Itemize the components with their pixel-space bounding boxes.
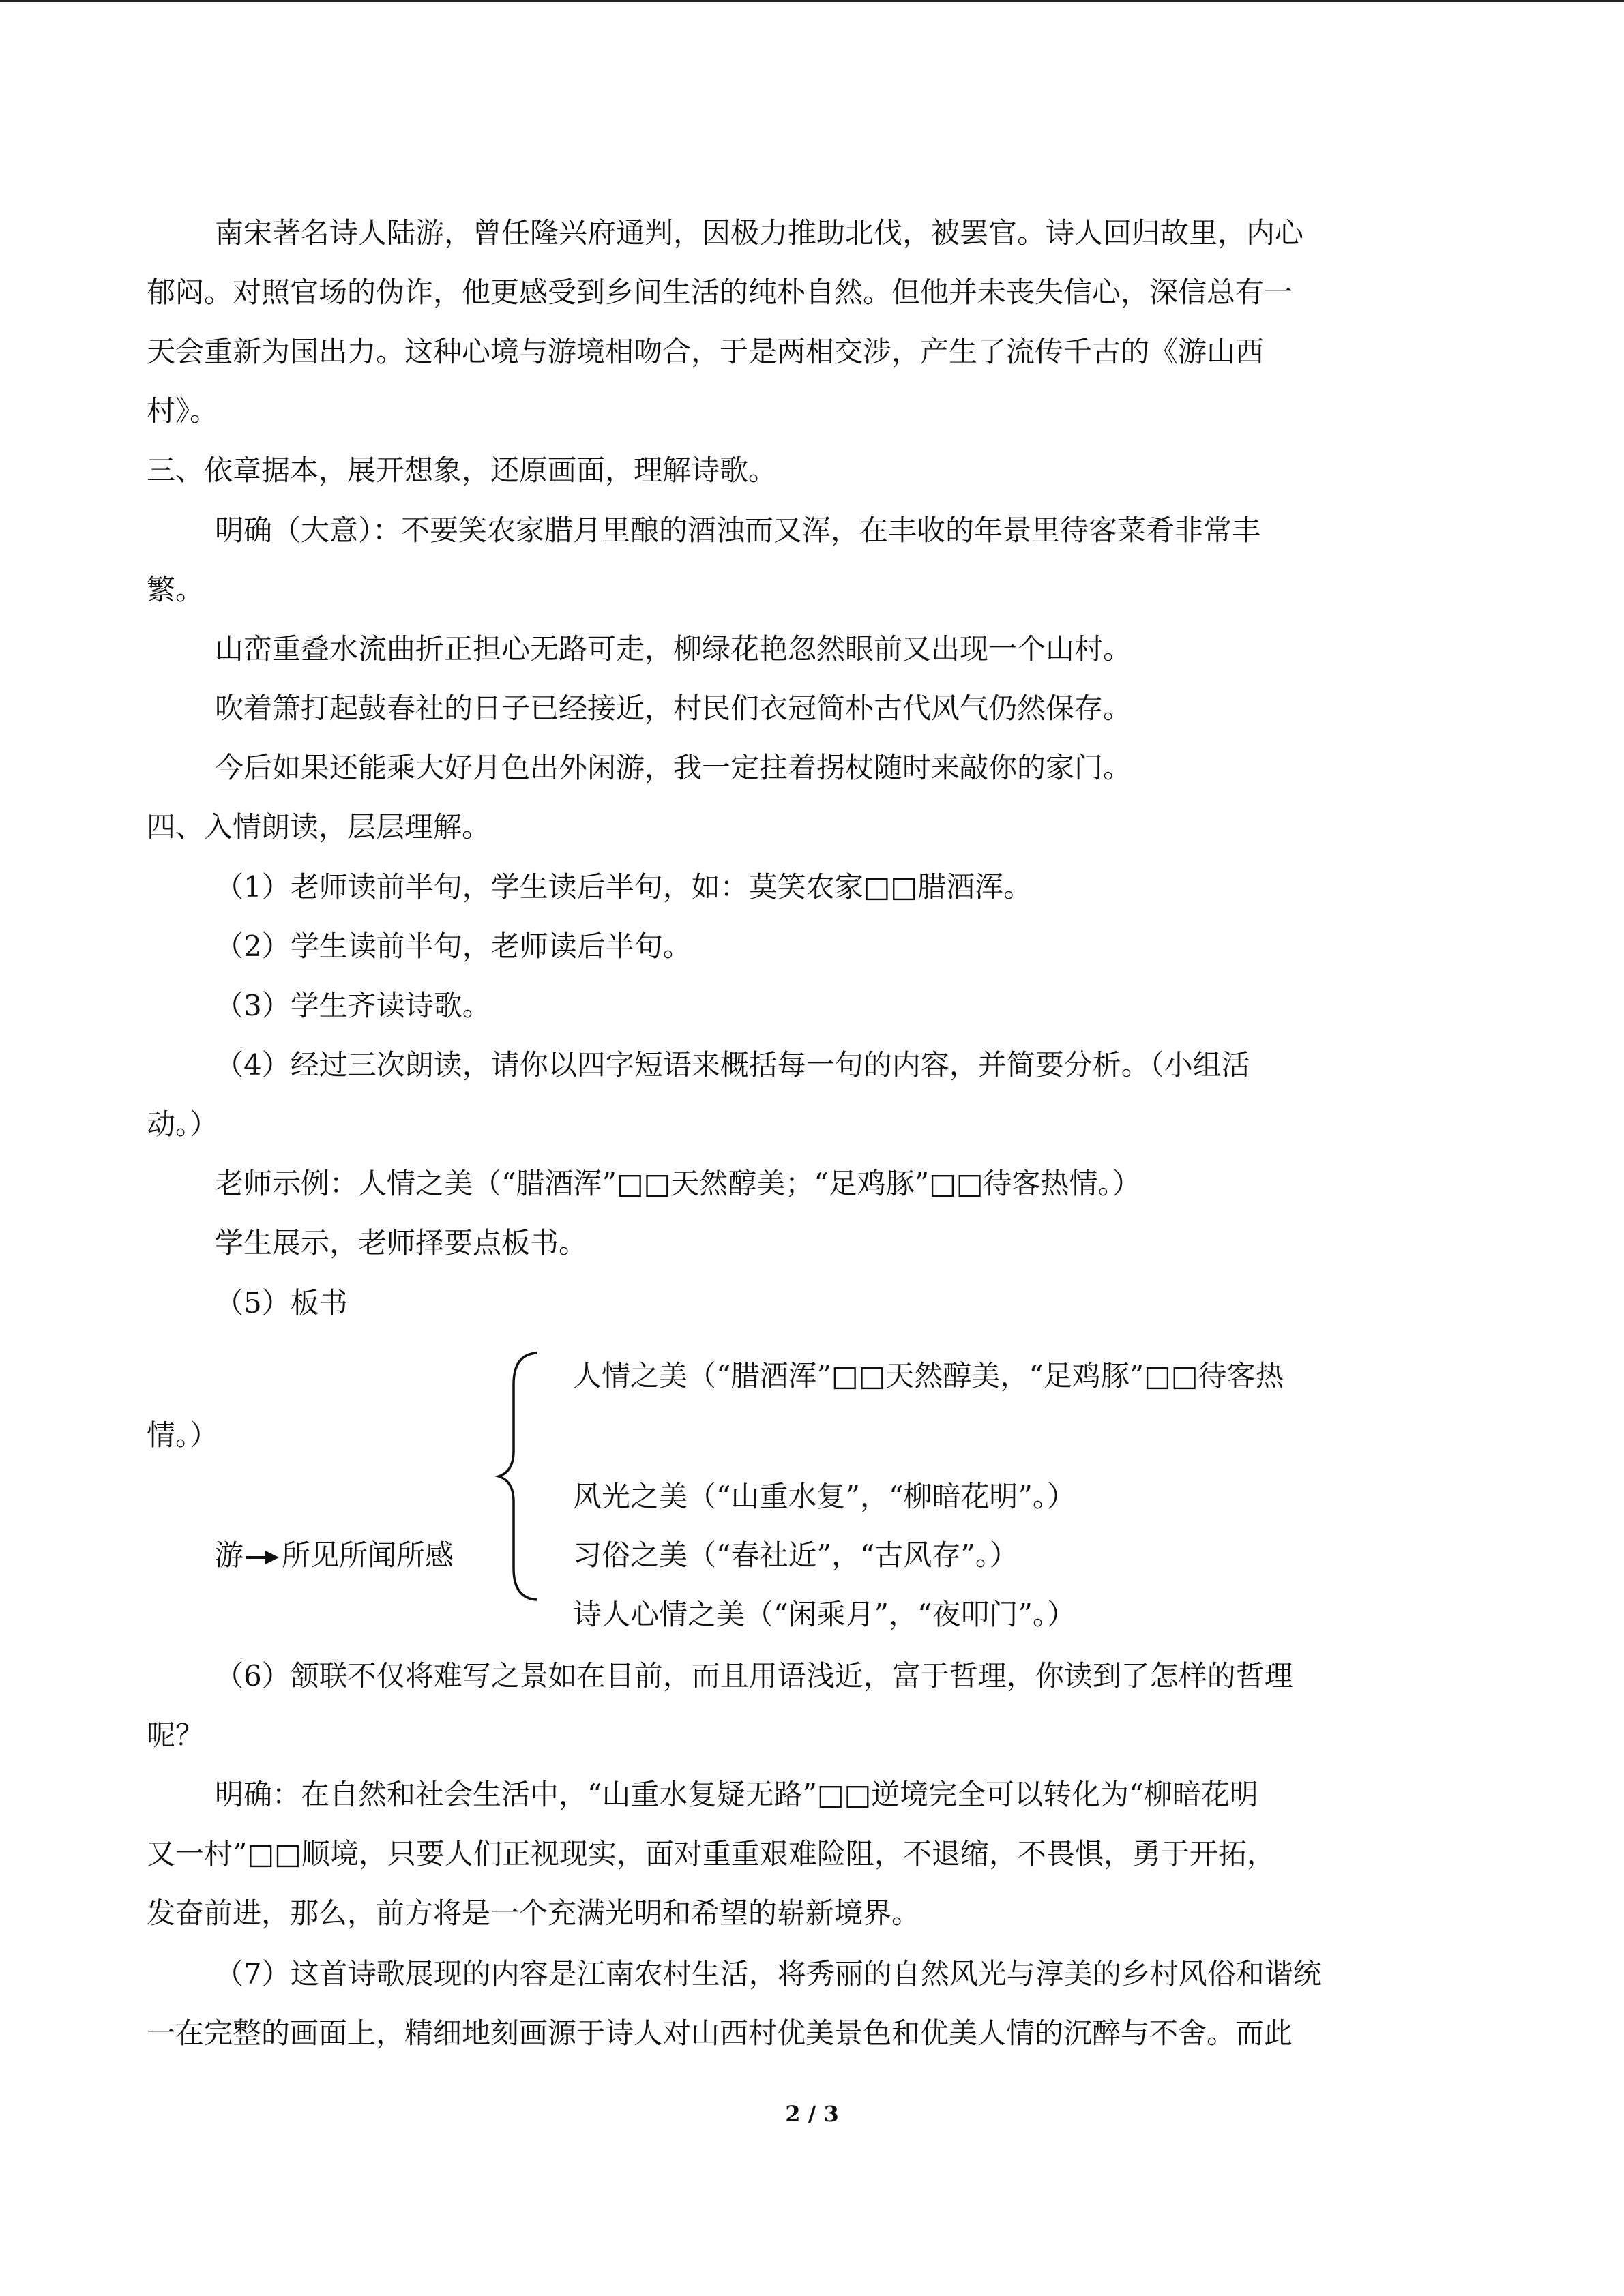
- step-line: （2）学生读前半句，老师读后半句。: [215, 929, 692, 963]
- curly-brace: [494, 1350, 542, 1602]
- board-root-you: 游: [215, 1538, 244, 1572]
- step-line: 一在完整的画面上，精细地刻画源于诗人对山西村优美景色和优美人情的沉醉与不舍。而此: [147, 2016, 1293, 2050]
- step-line: 动。）: [147, 1107, 219, 1141]
- right-arrow-icon: [245, 1549, 280, 1566]
- paragraph-line: 吹着箫打起鼓春社的日子已经接近，村民们衣冠简朴古代风气仍然保存。: [215, 691, 1132, 725]
- board-item-fengguang: 风光之美（“山重水复”，“柳暗花明”。）: [573, 1480, 1076, 1513]
- paragraph-line: 天会重新为国出力。这种心境与游境相吻合，于是两相交涉，产生了流传千古的《游山西: [147, 335, 1265, 368]
- step-line: 呢？: [147, 1718, 205, 1752]
- paragraph-line: 郁闷。对照官场的伪诈，他更感受到乡间生活的纯朴自然。但他并未丧失信心，深信总有一: [147, 275, 1293, 309]
- paragraph-line: 南宋著名诗人陆游，曾任隆兴府通判，因极力推助北伐，被罢官。诗人回归故里，内心: [215, 216, 1304, 250]
- step-line: （6）颔联不仅将难写之景如在目前，而且用语浅近，富于哲理，你读到了怎样的哲理: [215, 1659, 1293, 1693]
- step-line: （5）板书: [215, 1286, 348, 1320]
- step-line: （3）学生齐读诗歌。: [215, 989, 491, 1022]
- step-line: （7）这首诗歌展现的内容是江南农村生活，将秀丽的自然风光与淳美的乡村风俗和谐统: [215, 1957, 1322, 1991]
- board-item-renqing: 人情之美（“腊酒浑”□□天然醇美，“足鸡豚”□□待客热: [573, 1359, 1284, 1392]
- board-root-suojian: 所见所闻所感: [282, 1538, 454, 1572]
- paragraph-line: 今后如果还能乘大好月色出外闲游，我一定拄着拐杖随时来敲你的家门。: [215, 751, 1132, 784]
- board-item-xisu: 习俗之美（“春社近”，“古风存”。）: [573, 1538, 1018, 1572]
- paragraph-line: 学生展示，老师择要点板书。: [215, 1226, 588, 1259]
- paragraph-line: 山峦重叠水流曲折正担心无路可走，柳绿花艳忽然眼前又出现一个山村。: [215, 632, 1132, 666]
- board-item-xinqing: 诗人心情之美（“闲乘月”，“夜叩门”。）: [573, 1598, 1076, 1631]
- paragraph-line: 村》。: [147, 394, 219, 428]
- section-heading-3: 三、依章据本，展开想象，还原画面，理解诗歌。: [147, 453, 778, 487]
- page-top-border: [0, 0, 1624, 2]
- page-number: 2 / 3: [785, 2101, 839, 2127]
- board-item-renqing-cont: 情。）: [147, 1418, 219, 1452]
- answer-line: 明确：在自然和社会生活中，“山重水复疑无路”□□逆境完全可以转化为“柳暗花明: [215, 1778, 1258, 1811]
- example-line: 老师示例：人情之美（“腊酒浑”□□天然醇美；“足鸡豚”□□待客热情。）: [215, 1167, 1141, 1200]
- step-line: （1）老师读前半句，学生读后半句，如：莫笑农家□□腊酒浑。: [215, 870, 1033, 904]
- answer-line: 发奋前进，那么，前方将是一个充满光明和希望的崭新境界。: [147, 1896, 921, 1930]
- section-heading-4: 四、入情朗读，层层理解。: [147, 810, 491, 844]
- answer-line: 又一村”□□顺境，只要人们正视现实，面对重重艰难险阻，不退缩，不畏惧，勇于开拓，: [147, 1837, 1275, 1870]
- board-root: [215, 1536, 454, 1575]
- paragraph-line: 繁。: [147, 573, 205, 606]
- step-line: （4）经过三次朗读，请你以四字短语来概括每一句的内容，并简要分析。（小组活: [215, 1048, 1250, 1082]
- paragraph-line: 明确（大意）：不要笑农家腊月里酿的酒浊而又浑，在丰收的年景里待客菜肴非常丰: [215, 513, 1261, 547]
